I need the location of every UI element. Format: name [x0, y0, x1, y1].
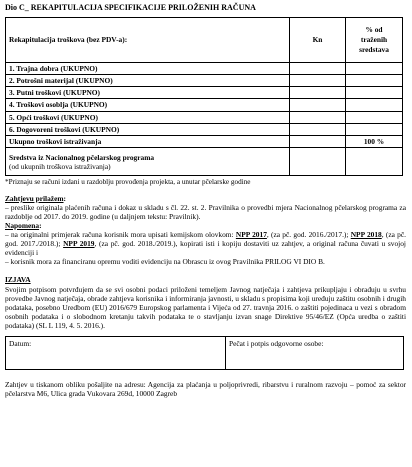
nacionalni-sublabel: (od ukupnih troškova istraživanja): [9, 161, 111, 171]
recap-table: [5, 17, 403, 176]
header-kn: Kn: [290, 17, 346, 62]
napomena-heading-line: [5, 221, 406, 230]
table-row: [6, 87, 403, 99]
table-row: [6, 74, 403, 86]
napomena-text: [5, 230, 406, 257]
section-title: Dio C_ REKAPITULACIJA SPECIFIKACIJE PRILOŽENIH RAČUNA: [5, 3, 256, 12]
table-row: [6, 111, 403, 123]
row-kn-input[interactable]: [290, 87, 346, 99]
napomena-t1: – na originalni primjerak računa korisnik mora upisati kemijskom olovkom:: [5, 229, 236, 239]
zahtjevu-heading: Zahtjevu prilažem: [5, 193, 64, 203]
header-percent: [346, 17, 403, 62]
napomena-t3: , (za pč. god. 2017./2018.);: [5, 229, 406, 248]
row-kn-input[interactable]: [290, 99, 346, 111]
napomena-heading: Napomena: [5, 220, 40, 230]
header-percent-line1: % od: [365, 24, 383, 34]
total-label: Ukupno troškovi istraživanja: [6, 135, 290, 147]
izjava-heading: IZJAVA: [5, 275, 31, 285]
row-kn-input[interactable]: [290, 123, 346, 135]
row-percent-input[interactable]: [346, 74, 403, 86]
zahtjevu-heading-line: [5, 194, 406, 203]
signature-table: [5, 336, 404, 370]
row-percent-input[interactable]: [346, 111, 403, 123]
npp-2018: NPP 2018: [350, 229, 382, 239]
nacionalni-label: Sredstva iz Nacionalnog pčelarskog programa: [9, 152, 155, 162]
header-percent-line3: sredstava: [359, 44, 389, 54]
row-kn-input[interactable]: [290, 111, 346, 123]
row-percent-input[interactable]: [346, 62, 403, 74]
napomena-t2: , (za pč. god. 2016./2017.);: [266, 229, 351, 239]
nacionalni-cell: [6, 148, 290, 176]
row-percent-input[interactable]: [346, 87, 403, 99]
row-label: 5. Opći troškovi (UKUPNO): [6, 111, 290, 123]
row-percent-input[interactable]: [346, 123, 403, 135]
table-row: [6, 62, 403, 74]
date-field[interactable]: Datum:: [6, 337, 226, 370]
zahtjevu-colon: :: [63, 193, 66, 203]
row-kn-input[interactable]: [290, 74, 346, 86]
footer-address: Zahtjev u tiskanom obliku pošaljite na adresu: Agencija za plaćanja u poljoprivredi, ribarstvu i ruralnom razvoju – pomoć za sektor pčelarstva M6, Ulica grada Vukovara 269d, 10000 Zagreb: [5, 380, 406, 399]
zahtjevu-text: – preslike originala plaćenih računa i dokaz u skladu s čl. 22. st. 2. Pravilnika o provedbi mjera Nacionalnog pčelarskog programa za razdoblje od 2017. do 2019. godine (u daljnjem tekstu: Pravilnik).: [5, 202, 406, 221]
footnote: *Priznaju se računi izdani u razdoblju provođenja projekta, a unutar pčelarske godine: [5, 178, 251, 187]
nacionalni-row: [6, 148, 403, 176]
row-percent-input[interactable]: [346, 99, 403, 111]
total-row: [6, 135, 403, 147]
header-label: Rekapitulacija troškova (bez PDV-a):: [6, 17, 290, 62]
napomena-t4: , (za pč. god. 2018./2019.), kopirati isti i kopiju dostaviti uz zahtjev, a original računa čuvati u svojoj evidenciji i: [5, 239, 406, 258]
stamp-signature-field[interactable]: Pečat i potpis odgovorne osobe:: [226, 337, 404, 370]
row-label: 6. Dogovoreni troškovi (UKUPNO): [6, 123, 290, 135]
total-percent: 100 %: [346, 135, 403, 147]
recap-table-header: [6, 17, 403, 62]
nacionalni-percent-input[interactable]: [346, 148, 403, 176]
row-label: 1. Trajna dobra (UKUPNO): [6, 62, 290, 74]
row-kn-input[interactable]: [290, 62, 346, 74]
nacionalni-kn-input[interactable]: [290, 148, 346, 176]
signature-row: [6, 337, 404, 370]
npp-2017: NPP 2017: [235, 229, 267, 239]
row-label: 4. Troškovi osoblja (UKUPNO): [6, 99, 290, 111]
header-percent-line2: traženih: [360, 34, 388, 44]
napomena-colon: :: [39, 220, 42, 230]
table-row: [6, 99, 403, 111]
total-kn-input[interactable]: [290, 135, 346, 147]
npp-2019: NPP 2019: [63, 239, 95, 248]
row-label: 2. Potrošni materijal (UKUPNO): [6, 74, 290, 86]
napomena-line2: – korisnik mora za financiranu opremu voditi evidenciju na Obrascu iz ovog Pravilnika PRILOG VI DIO B.: [5, 257, 325, 267]
izjava-text: Svojim potpisom potvrđujem da se svi osobni podaci priloženi temeljem Javnog natječaja i zahtjeva prikupljaju i obrađuju u svrhu provedbe Javnog natječaja, obrade zahtjeva korisnika i informiranja javnosti, u skladu s propisima koji uređuju zaštitu osobnih i drugih podataka, posebno Uredbom (EU) 2016/679 Europskog parlamenta i Vijeća od 27. travnja 2016. o zaštiti pojedinaca u vezi s obradom osobnih podataka i o slobodnom kretanju takvih podataka te o stavljanju izvan snage Direktive 95/46/EZ (Opća uredba o zaštiti podataka) (SL L 119, 4. 5. 2016.).: [5, 285, 406, 331]
row-label: 3. Putni troškovi (UKUPNO): [6, 87, 290, 99]
table-row: [6, 123, 403, 135]
